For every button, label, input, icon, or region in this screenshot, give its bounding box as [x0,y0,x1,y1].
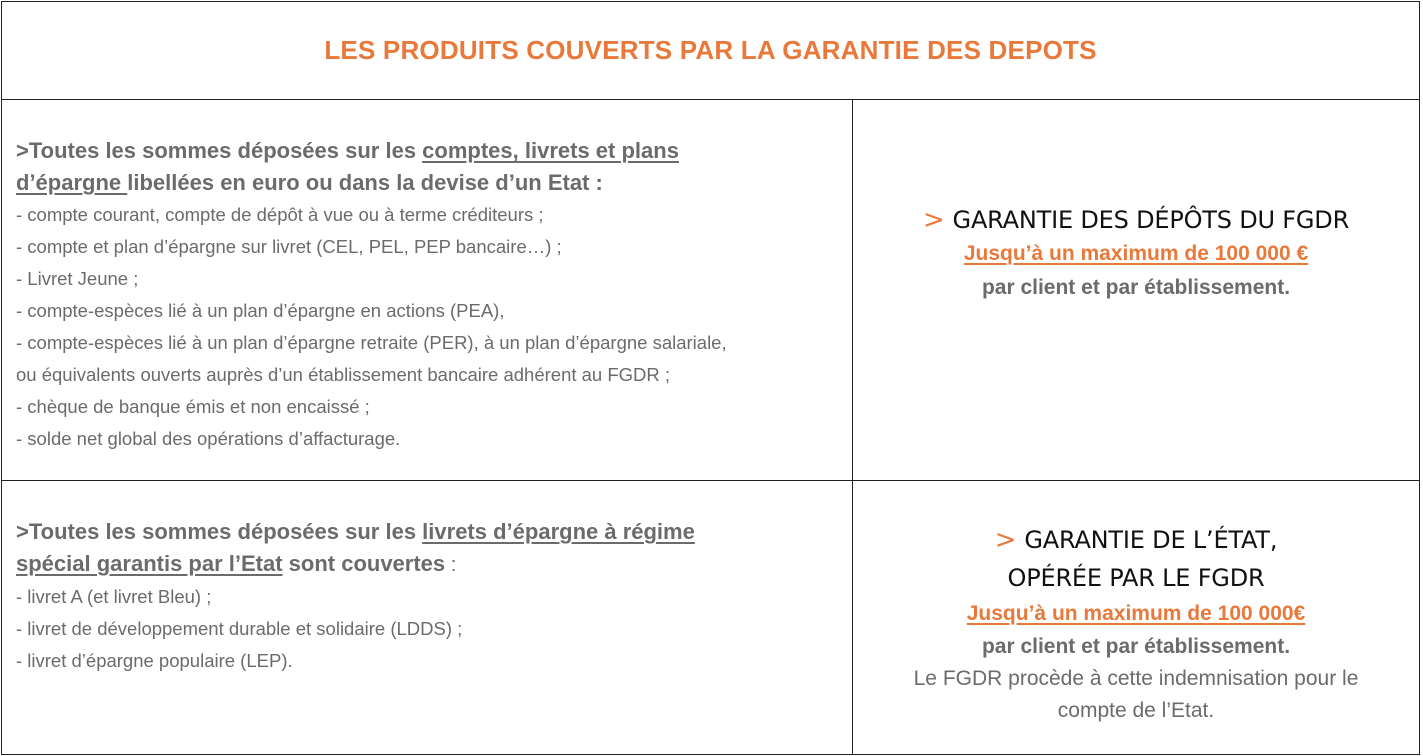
list-item: - livret d’épargne populaire (LEP). [16,650,293,671]
list-item: - livret de développement durable et solidaire (LDDS) ; [16,618,463,639]
row2-guarantee [853,521,1419,727]
row2-note-line1: Le FGDR procède à cette indemnisation pour le [913,667,1359,690]
row1-guarantee-title [853,203,1419,237]
row1-text [16,135,727,455]
list-item: - livret A (et livret Bleu) ; [16,586,212,607]
arrow-icon: > [922,205,945,235]
row2-lead [16,516,695,581]
list-item: - compte et plan d’épargne sur livret (CEL, PEL, PEP bancaire…) ; [16,236,562,257]
row2-lead-underlined-1: livrets d’épargne à régime [422,519,695,544]
list-item: ou équivalents ouverts auprès d’un établissement bancaire adhérent au FGDR ; [16,364,671,385]
list-item: - Livret Jeune ; [16,268,139,289]
row1-guarantee-cell [852,99,1420,481]
row1-guarantee [853,203,1419,305]
row1-maximum: Jusqu’à un maximum de 100 000 € [963,242,1309,265]
row2-text [16,516,695,677]
list-item: - compte-espèces lié à un plan d’épargne retraite (PER), à un plan d’épargne salariale, [16,332,727,353]
list-item: - compte-espèces lié à un plan d’épargne en actions (PEA), [16,300,505,321]
list-item: - solde net global des opérations d’affacturage. [16,428,401,449]
row2-guarantee-title-line2: OPÉRÉE PAR LE FGDR [1007,564,1265,592]
row2-per-client: par client et par établissement. [981,635,1291,658]
row2-guarantee-cell [852,480,1420,755]
row1-products-cell [1,99,853,481]
row2-products-cell [1,480,853,755]
row1-lead-underlined-1: comptes, livrets et plans [422,138,679,163]
row1-guarantee-title-text: GARANTIE DES DÉPÔTS DU FGDR [952,206,1350,234]
row2-maximum: Jusqu’à un maximum de 100 000€ [966,602,1306,625]
row1-lead-underlined-2: d’épargne [16,170,128,195]
page-title: LES PRODUITS COUVERTS PAR LA GARANTIE DES DEPOTS [324,35,1097,65]
row2-note-line2: compte de l’Etat. [1057,699,1215,722]
table-header [1,1,1420,100]
row2-lead-underlined-2: spécial garantis par l’Etat [16,551,283,576]
row2-lead-prefix: >Toutes les sommes déposées sur les [16,519,423,544]
row1-lead [16,135,727,199]
row2-guarantee-title-line1: GARANTIE DE L’ÉTAT, [1024,526,1278,554]
list-item: - compte courant, compte de dépôt à vue ou à terme créditeurs ; [16,204,544,225]
list-item: - chèque de banque émis et non encaissé ; [16,396,370,417]
row1-lead-suffix: libellées en euro ou dans la devise d’un Etat : [127,170,603,195]
row1-per-client: par client et par établissement. [981,276,1291,299]
row2-lead-colon: : [445,554,457,576]
row1-lead-prefix: >Toutes les sommes déposées sur les [16,138,423,163]
row2-guarantee-title [853,521,1419,559]
arrow-icon: > [994,525,1017,555]
row2-lead-suffix: sont couvertes [282,551,446,576]
